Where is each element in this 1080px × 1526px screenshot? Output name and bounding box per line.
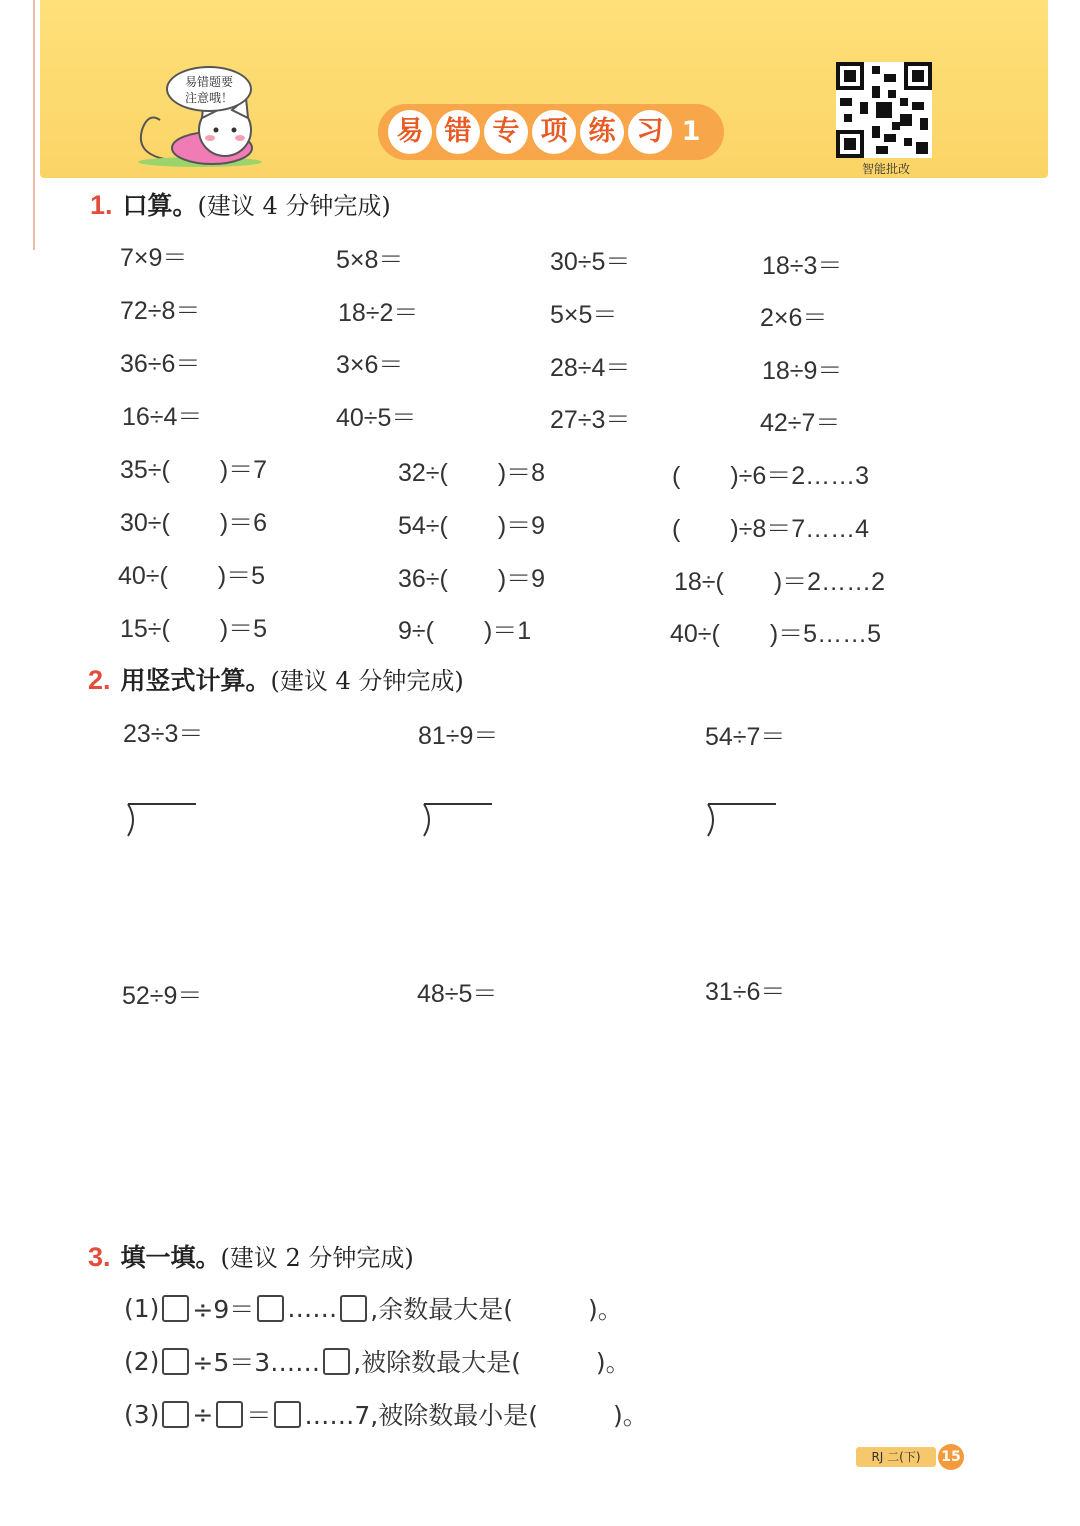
arith-item: 28÷4＝ <box>550 354 631 382</box>
arith-item[interactable]: ( )÷6＝2……3 <box>672 462 870 490</box>
arith-item: 40÷5＝ <box>336 404 417 432</box>
arith-item[interactable]: 9÷( )＝1 <box>398 617 532 645</box>
arith-item: 42÷7＝ <box>760 409 841 437</box>
arith-item[interactable]: 30÷( )＝6 <box>120 509 268 537</box>
title-char: 项 <box>532 110 576 154</box>
section-2-title: 2. 用竖式计算。(建议 4 分钟完成) <box>88 665 464 695</box>
arith-item[interactable]: 40÷( )＝5……5 <box>670 620 881 648</box>
title-char: 错 <box>436 110 480 154</box>
fill-item-2: (2) ÷5＝3…… ,被除数最大是( )。 <box>124 1346 631 1377</box>
arith-item: 5×8＝ <box>336 246 404 274</box>
arith-item[interactable]: 35÷( )＝7 <box>120 456 268 484</box>
arith-item: 18÷3＝ <box>762 252 843 280</box>
arith-item: 18÷2＝ <box>338 299 419 327</box>
arith-item: 36÷6＝ <box>120 350 201 378</box>
arith-item: 18÷9＝ <box>762 357 843 385</box>
arith-item[interactable]: ( )÷8＝7……4 <box>672 515 870 543</box>
vertical-division-problem: 54÷7＝ <box>705 723 786 751</box>
long-division-bracket-icon[interactable] <box>124 800 200 840</box>
qr-code-icon[interactable] <box>836 62 932 158</box>
title-char: 练 <box>580 110 624 154</box>
page-spine <box>33 0 35 250</box>
answer-box[interactable] <box>162 1401 189 1428</box>
arith-item[interactable]: 54÷( )＝9 <box>398 512 546 540</box>
title-char: 专 <box>484 110 528 154</box>
answer-box[interactable] <box>274 1401 301 1428</box>
arith-item: 16÷4＝ <box>122 403 203 431</box>
section-3-title: 3. 填一填。(建议 2 分钟完成) <box>88 1242 414 1272</box>
section-1-title: 1. 口算。(建议 4 分钟完成) <box>90 190 391 220</box>
vertical-division-problem: 31÷6＝ <box>705 978 786 1006</box>
arith-item[interactable]: 15÷( )＝5 <box>120 615 268 643</box>
arith-item: 5×5＝ <box>550 301 618 329</box>
page-title <box>388 110 706 156</box>
arith-item[interactable]: 40÷( )＝5 <box>118 562 266 590</box>
answer-box[interactable] <box>216 1401 243 1428</box>
answer-box[interactable] <box>323 1348 350 1375</box>
vertical-division-problem: 52÷9＝ <box>122 982 203 1010</box>
answer-box[interactable] <box>340 1295 367 1322</box>
vertical-division-problem: 23÷3＝ <box>123 720 204 748</box>
long-division-bracket-icon[interactable] <box>704 800 780 840</box>
arith-item: 3×6＝ <box>336 351 404 379</box>
arith-item[interactable]: 36÷( )＝9 <box>398 565 546 593</box>
arith-item: 30÷5＝ <box>550 248 631 276</box>
fill-item-1: (1) ÷9＝ …… ,余数最大是( )。 <box>124 1293 623 1324</box>
answer-box[interactable] <box>162 1295 189 1322</box>
qr-label: 智能批改 <box>861 162 910 176</box>
vertical-division-problem: 81÷9＝ <box>418 722 499 750</box>
fill-item-3: (3) ÷ ＝ ……7,被除数最小是( )。 <box>124 1399 648 1430</box>
speech-bubble: 易错题要 注意哦！ <box>166 66 252 112</box>
title-char: 1 <box>681 116 701 147</box>
vertical-division-problem: 48÷5＝ <box>417 980 498 1008</box>
arith-item: 72÷8＝ <box>120 297 201 325</box>
arith-item: 27÷3＝ <box>550 406 631 434</box>
answer-box[interactable] <box>162 1348 189 1375</box>
edition-tag: RJ 二(下) <box>856 1447 936 1467</box>
arith-item[interactable]: 18÷( )＝2……2 <box>674 568 885 596</box>
page-number: 15 <box>938 1444 964 1470</box>
arith-item: 7×9＝ <box>120 244 188 272</box>
arith-item: 2×6＝ <box>760 304 828 332</box>
title-char: 习 <box>628 110 672 154</box>
title-char: 易 <box>388 110 432 154</box>
long-division-bracket-icon[interactable] <box>420 800 496 840</box>
answer-box[interactable] <box>257 1295 284 1322</box>
arith-item[interactable]: 32÷( )＝8 <box>398 459 546 487</box>
